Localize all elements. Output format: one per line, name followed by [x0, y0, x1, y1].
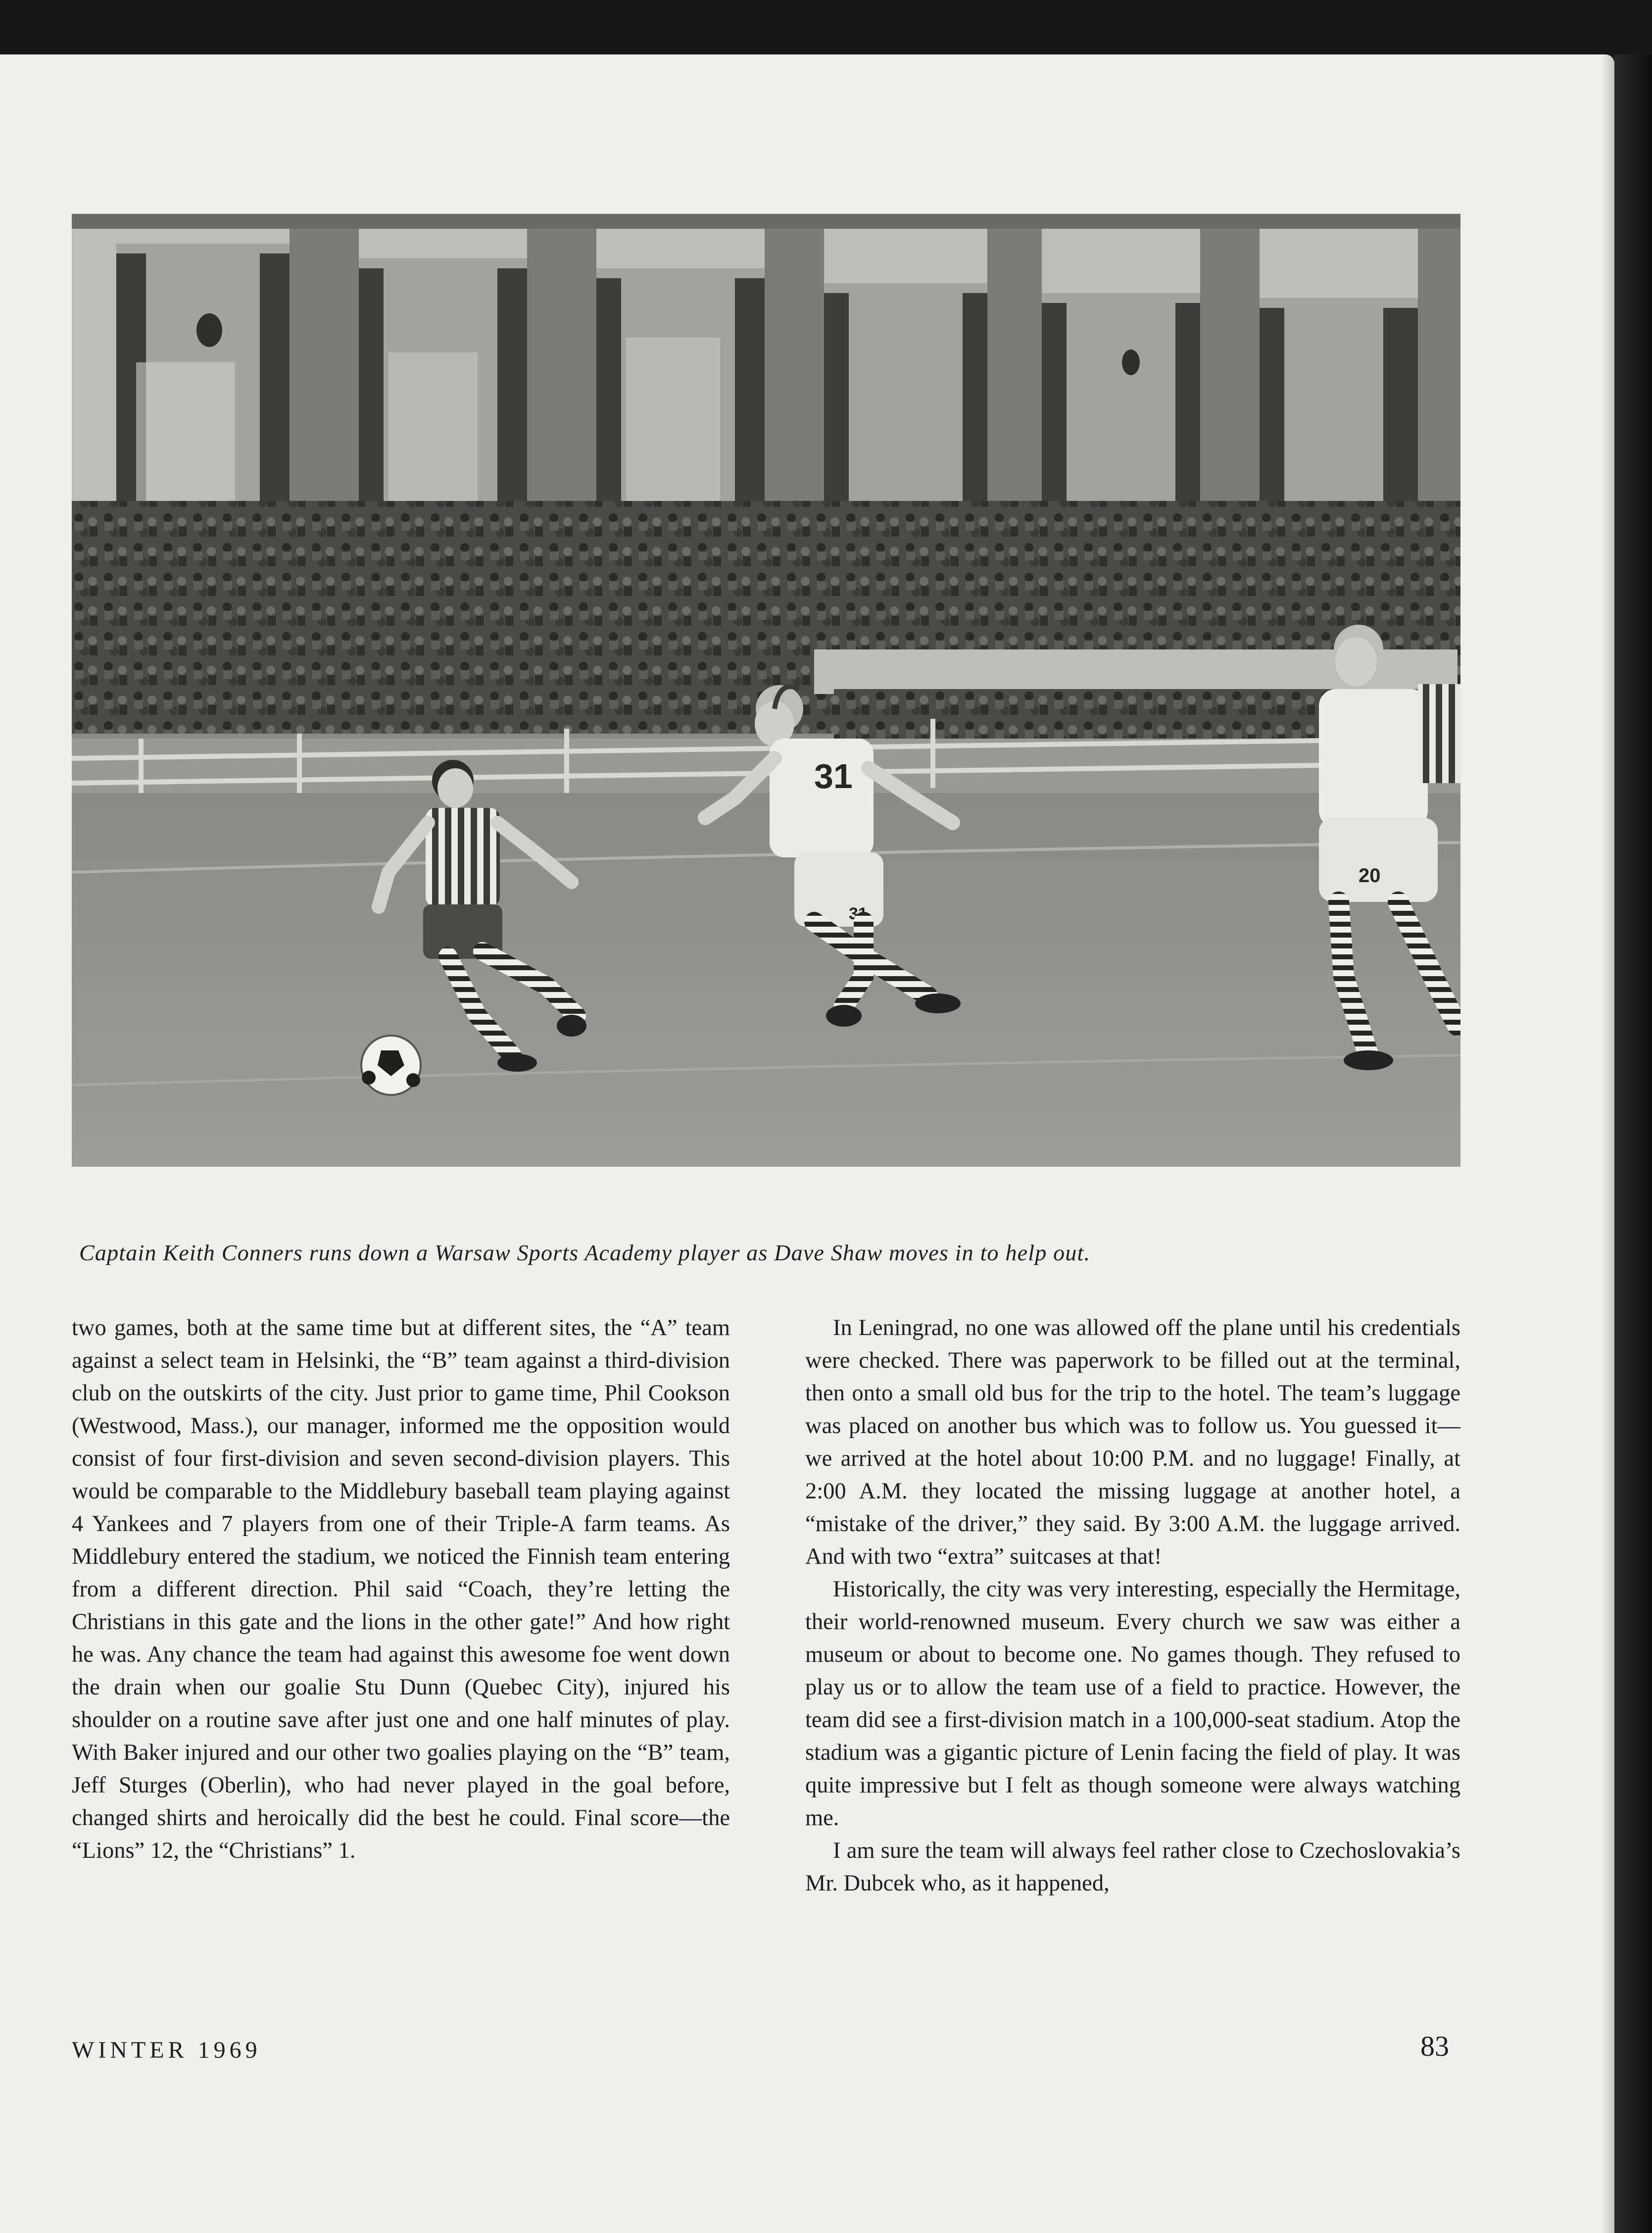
paragraph: Historically, the city was very interesting, especially the Hermitage, their world-renowned museum. Every church we saw was either a museum or about to become one. No games though. They refused to play us or to allow the team use of a field to practice. However, the team did see a first-division match in a 100,000-seat stadium. Atop the stadium was a gigantic picture of Lenin facing the field of play. It was quite impressive but I felt as though someone were always watching me. — [805, 1577, 1460, 1831]
book-spine-shadow — [1614, 54, 1652, 2233]
paragraph: In Leningrad, no one was allowed off the plane until his credentials were checked. There was paperwork to be filled out at the terminal, then onto a small old bus for the trip to the hotel. The team’s luggage was placed on another bus which was to follow us. You guessed it—we arrived at the hotel about 10:00 P.M. and no luggage! Finally, at 2:00 A.M. they located the missing luggage at another hotel, a “mistake of the driver,” they said. By 3:00 A.M. the luggage arrived. And with two “extra” suitcases at that! — [805, 1315, 1460, 1569]
paragraph: two games, both at the same time but at different sites, the “A” team against a select team in Helsinki, the “B” team against a third-division club on the outskirts of the city. Just prior to game time, Phil Cookson (Westwood, Mass.), our manager, informed me the opposition would consist of four first-division and seven second-division players. This would be comparable to the Middlebury baseball team playing against 4 Yankees and 7 players from one of their Triple-A farm teams. As Middlebury entered the stadium, we noticed the Finnish team entering from a different direction. Phil said “Coach, they’re letting the Christians in this gate and the lions in the other gate!” And how right he was. Any chance the team had against this awesome foe went down the drain when our goalie Stu Dunn (Quebec City), injured his shoulder on a routine save after just one and one half minutes of play. With Baker injured and our other two goalies playing on the “B” team, Jeff Sturges (Oberlin), who had never played in the goal before, changed shirts and heroically did the best he could. Final score—the “Lions” 12, the “Christians” 1. — [72, 1315, 730, 1863]
page-number: 83 — [1420, 2030, 1449, 2062]
photo-caption: Captain Keith Conners runs down a Warsaw Sports Academy player as Dave Shaw moves in to help out. — [79, 1240, 1091, 1265]
magazine-page — [0, 54, 1614, 2233]
issue-date: WINTER 1969 — [72, 2037, 261, 2063]
jersey-number-right: 20 — [1359, 865, 1381, 887]
text-column-left — [72, 1312, 730, 1867]
text-column-right — [805, 1312, 1460, 1900]
paragraph: I am sure the team will always feel rather close to Czechoslovakia’s Mr. Dubcek who, as it happened, — [805, 1838, 1460, 1896]
soccer-match-photo — [72, 214, 1460, 1167]
jersey-number-shorts: 31 — [849, 904, 868, 923]
jersey-number-back: 31 — [814, 757, 853, 795]
